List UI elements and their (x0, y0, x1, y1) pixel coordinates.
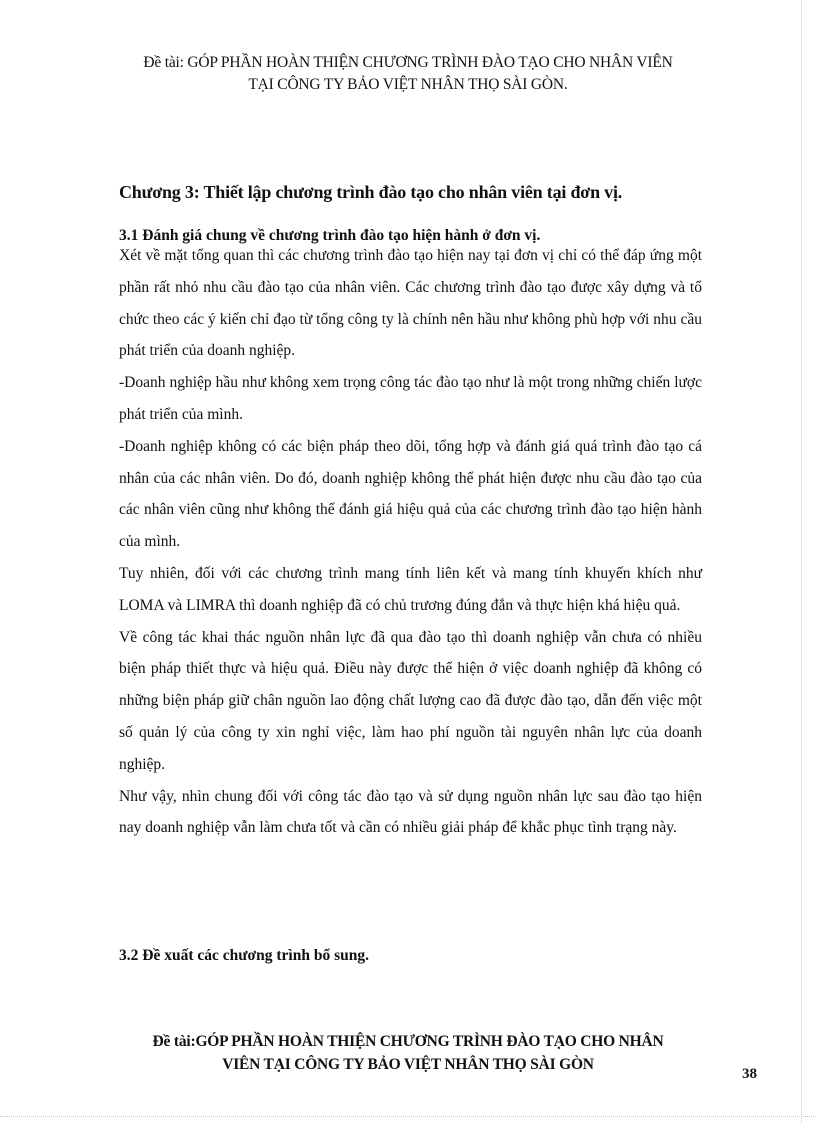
footer-line-2: VIÊN TẠI CÔNG TY BẢO VIỆT NHÂN THỌ SÀI GÒN (222, 1056, 594, 1073)
section-title-3-2: 3.2 Đề xuất các chương trình bổ sung. (119, 947, 369, 964)
page-border-right (801, 0, 802, 1123)
paragraph: Như vậy, nhìn chung đối với công tác đào tạo và sử dụng nguồn nhân lực sau đào tạo hiện nay doanh nghiệp vẫn làm chưa tốt và cần có nhiều giải pháp để khắc phục tình trạng này. (119, 787, 702, 837)
section-title-3-1: 3.1 Đánh giá chung về chương trình đào tạo hiện hành ở đơn vị. (119, 227, 541, 244)
chapter-title: Chương 3: Thiết lập chương trình đào tạo cho nhân viên tại đơn vị. (119, 182, 623, 202)
header-line-1: Đề tài: GÓP PHẦN HOÀN THIỆN CHƯƠNG TRÌNH ĐÀO TẠO CHO NHÂN VIÊN (143, 54, 673, 71)
paragraph: Xét về mặt tổng quan thì các chương trình đào tạo hiện nay tại đơn vị chỉ có thể đáp ứng một phần rất nhỏ nhu cầu đào tạo của nhân viên. Các chương trình đào tạo được xây dựng và tổ chức theo các ý kiến chỉ đạo từ tổng công ty là chính nên hầu như không phù hợp với nhu cầu phát triển của doanh nghiệp. (119, 247, 702, 360)
paragraph: Về công tác khai thác nguồn nhân lực đã qua đào tạo thì doanh nghiệp vẫn chưa có nhiều biện pháp thiết thực và hiệu quả. Điều này được thể hiện ở việc doanh nghiệp đã không có những biện pháp giữ chân nguồn lao động chất lượng cao đã được đào tạo, dẫn đến việc một số quản lý của công ty xin nghỉ việc, làm hao phí nguồn tài nguyên nhân lực của doanh nghiệp. (119, 628, 702, 773)
paragraph: Tuy nhiên, đối với các chương trình mang tính liên kết và mang tính khuyến khích như LOMA và LIMRA thì doanh nghiệp đã có chủ trương đúng đắn và thực hiện khá hiệu quả. (119, 564, 702, 614)
page-footer (100, 1030, 716, 1076)
page-header (100, 52, 716, 96)
page-border-bottom (0, 1116, 816, 1117)
paragraph: -Doanh nghiệp hầu như không xem trọng công tác đào tạo như là một trong những chiến lược phát triển của mình. (119, 374, 702, 423)
body-text (119, 240, 702, 844)
paragraph: -Doanh nghiệp không có các biện pháp theo dõi, tổng hợp và đánh giá quá trình đào tạo cá nhân của các nhân viên. Do đó, doanh nghiệp không thể phát hiện được nhu cầu đào tạo của các nhân viên cũng như không thể đánh giá hiệu quả của các chương trình đào tạo hiện hành của mình. (119, 437, 702, 551)
header-line-2: TẠI CÔNG TY BẢO VIỆT NHÂN THỌ SÀI GÒN. (248, 76, 568, 93)
footer-line-1: Đề tài:GÓP PHẦN HOÀN THIỆN CHƯƠNG TRÌNH ĐÀO TẠO CHO NHÂN (152, 1033, 664, 1050)
page-number: 38 (742, 1066, 757, 1082)
